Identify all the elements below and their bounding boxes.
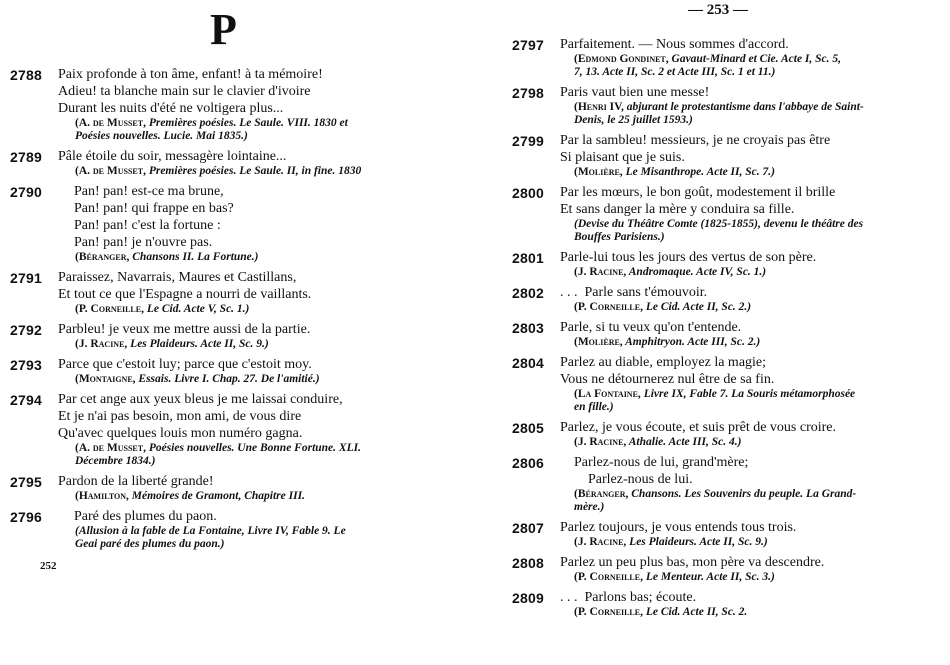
quotation-text	[560, 354, 950, 388]
quotation-entry	[478, 354, 950, 414]
source-citation	[574, 606, 944, 619]
entry-number: 2795	[10, 474, 42, 490]
source-line	[574, 388, 944, 401]
entry-number: 2801	[512, 250, 544, 266]
quotation-entry	[478, 184, 950, 244]
quotation-line: Parfaitement. — Nous sommes d'accord.	[560, 37, 789, 52]
quotation-line: Par les mœurs, le bon goût, modestement il brille	[560, 185, 836, 200]
quotation-entry	[478, 84, 950, 127]
source-line	[75, 338, 454, 351]
quotation-line: Et je n'ai pas besoin, mon ami, de vous dire	[58, 409, 302, 424]
quotation-entry	[478, 554, 950, 584]
source-line	[574, 606, 944, 619]
source-text: Premières poésies. Le Saule. VIII. 1830 et	[148, 117, 348, 129]
entry-number: 2807	[512, 520, 544, 536]
source-citation	[574, 301, 944, 314]
quotation-line: Adieu! ta blanche main sur le clavier d'ivoire	[58, 84, 311, 99]
entry-number: 2806	[512, 455, 544, 471]
quotation-line: Pan! pan! est-ce ma brune,	[74, 184, 224, 199]
author-name: (P. Corneille,	[574, 571, 643, 583]
source-text: Premières poésies. Le Saule. II, in fine. 1830	[148, 165, 362, 177]
source-text: Le Menteur. Acte II, Sc. 3.)	[645, 571, 775, 583]
quotation-line: Pan! pan! qui frappe en bas?	[74, 201, 234, 216]
right-page	[478, 0, 950, 665]
quotation-line: Parlez un peu plus bas, mon père va descendre.	[560, 555, 825, 570]
source-citation	[75, 165, 454, 178]
author-name: (Molière,	[574, 166, 623, 178]
source-citation	[75, 117, 454, 143]
quotation-line: Et sans danger la mère y conduira sa fille.	[560, 202, 795, 217]
right-entries-list	[478, 36, 950, 624]
quotation-line: . . . Parle sans t'émouvoir.	[560, 285, 708, 300]
quotation-text	[560, 554, 950, 571]
source-citation	[75, 251, 454, 264]
quotation-text	[58, 66, 470, 117]
entry-number: 2809	[512, 590, 544, 606]
quotation-text	[58, 391, 470, 442]
source-text: (Devise du Théâtre Comte (1825-1855), devenu le théâtre des	[574, 218, 864, 230]
quotation-entry	[478, 454, 950, 514]
source-citation	[75, 373, 454, 386]
quotation-text	[58, 356, 470, 373]
source-line	[574, 501, 944, 514]
source-line	[574, 53, 944, 66]
quotation-text	[74, 183, 470, 251]
author-name: (P. Corneille,	[574, 301, 643, 313]
entry-number: 2797	[512, 37, 544, 53]
source-citation	[574, 53, 944, 79]
source-text: Denis, le 25 juillet 1593.)	[574, 114, 693, 126]
quotation-entry	[0, 321, 470, 351]
author-name: (Hamilton,	[75, 490, 129, 502]
source-text: Chansons II. La Fortune.)	[132, 251, 259, 263]
author-name: (Montaigne,	[75, 373, 136, 385]
quotation-entry	[478, 519, 950, 549]
entry-number: 2792	[10, 322, 42, 338]
quotation-text	[560, 84, 950, 101]
quotation-line: Durant les nuits d'été ne voltigera plus...	[58, 101, 284, 116]
source-text: Le Cid. Acte II, Sc. 2.)	[645, 301, 752, 313]
source-text: Le Misanthrope. Acte II, Sc. 7.)	[625, 166, 775, 178]
source-citation	[574, 266, 944, 279]
source-line	[75, 165, 454, 178]
source-text: Poésies nouvelles. Une Bonne Fortune. XLI.	[148, 442, 361, 454]
quotation-line: Paris vaut bien une messe!	[560, 85, 710, 100]
quotation-text	[560, 184, 950, 218]
source-text: Le Cid. Acte V, Sc. 1.)	[146, 303, 250, 315]
source-text: Livre IX, Fable 7. La Souris métamorphosée	[643, 388, 856, 400]
source-text: Athalie. Acte III, Sc. 4.)	[628, 436, 742, 448]
quotation-entry	[0, 391, 470, 468]
quotation-line: Paix profonde à ton âme, enfant! à ta mémoire!	[58, 67, 323, 82]
source-line	[75, 303, 454, 316]
quotation-line: Parle, si tu veux qu'on t'entende.	[560, 320, 742, 335]
quotation-entry	[0, 269, 470, 316]
entry-number: 2791	[10, 270, 42, 286]
right-page-number: — 253 —	[688, 2, 748, 18]
author-name: (Henri IV,	[574, 101, 624, 113]
quotation-text	[560, 36, 950, 53]
quotation-text	[58, 269, 470, 303]
entry-number: 2796	[10, 509, 42, 525]
source-citation	[574, 436, 944, 449]
source-line	[574, 114, 944, 127]
entry-number: 2798	[512, 85, 544, 101]
source-line	[75, 538, 454, 551]
source-line	[574, 66, 944, 79]
quotation-line: Si plaisant que je suis.	[560, 150, 685, 165]
source-line	[574, 488, 944, 501]
quotation-line: Parce que c'estoit luy; parce que c'estoit moy.	[58, 357, 312, 372]
quotation-line: Parle-lui tous les jours des vertus de son père.	[560, 250, 817, 265]
quotation-entry	[0, 356, 470, 386]
source-text: en fille.)	[574, 401, 614, 413]
quotation-line: Par cet ange aux yeux bleus je me laissai conduire,	[58, 392, 343, 407]
entry-number: 2788	[10, 67, 42, 83]
source-citation	[574, 488, 944, 514]
source-line	[574, 536, 944, 549]
entry-number: 2808	[512, 555, 544, 571]
author-name: (Béranger,	[574, 488, 629, 500]
source-line	[75, 455, 454, 468]
source-line	[574, 218, 944, 231]
source-line	[574, 231, 944, 244]
source-line	[75, 442, 454, 455]
quotation-text	[58, 148, 470, 165]
source-citation	[574, 336, 944, 349]
quotation-entry	[0, 183, 470, 264]
left-page	[0, 0, 470, 665]
source-citation	[574, 571, 944, 584]
source-text: Le Cid. Acte II, Sc. 2.	[645, 606, 748, 618]
entry-number: 2790	[10, 184, 42, 200]
quotation-text	[560, 419, 950, 436]
source-text: Essais. Livre I. Chap. 27. De l'amitié.)	[138, 373, 320, 385]
source-text: Chansons. Les Souvenirs du peuple. La Grand-	[631, 488, 857, 500]
source-line	[75, 251, 454, 264]
quotation-text	[560, 132, 950, 166]
quotation-line: Pâle étoile du soir, messagère lointaine...	[58, 149, 287, 164]
author-name: (A. de Musset,	[75, 117, 146, 129]
quotation-line: Paré des plumes du paon.	[74, 509, 217, 524]
source-citation	[75, 338, 454, 351]
author-name: (J. Racine,	[574, 436, 627, 448]
entry-number: 2802	[512, 285, 544, 301]
source-citation	[75, 525, 454, 551]
quotation-text	[560, 519, 950, 536]
entry-number: 2804	[512, 355, 544, 371]
quotation-line: Parlez toujours, je vous entends tous trois.	[560, 520, 797, 535]
source-text: mère.)	[574, 501, 605, 513]
entry-number: 2789	[10, 149, 42, 165]
source-text: 7, 13. Acte II, Sc. 2 et Acte III, Sc. 1 et 11.)	[574, 66, 776, 78]
source-line	[75, 373, 454, 386]
quotation-line: Pan! pan! je n'ouvre pas.	[74, 235, 213, 250]
source-citation	[574, 166, 944, 179]
quotation-entry	[478, 589, 950, 619]
quotation-line: Pardon de la liberté grande!	[58, 474, 214, 489]
source-line	[574, 401, 944, 414]
source-citation	[75, 303, 454, 316]
author-name: (Molière,	[574, 336, 623, 348]
source-text: Mémoires de Gramont, Chapitre III.	[131, 490, 305, 502]
author-name: (P. Corneille,	[574, 606, 643, 618]
quotation-entry	[478, 249, 950, 279]
source-line	[574, 101, 944, 114]
entry-number: 2799	[512, 133, 544, 149]
source-text: Les Plaideurs. Acte II, Sc. 9.)	[130, 338, 269, 350]
quotation-entry	[0, 508, 470, 551]
quotation-line: Parbleu! je veux me mettre aussi de la partie.	[58, 322, 311, 337]
quotation-text	[574, 454, 950, 488]
quotation-text	[74, 508, 470, 525]
author-name: (P. Corneille,	[75, 303, 144, 315]
quotation-entry	[0, 148, 470, 178]
source-line	[574, 436, 944, 449]
quotation-line: Paraissez, Navarrais, Maures et Castillans,	[58, 270, 297, 285]
source-line	[574, 336, 944, 349]
source-text: Gavaut-Minard et Cie. Acte I, Sc. 5,	[671, 53, 842, 65]
quotation-line: Parlez au diable, employez la magie;	[560, 355, 767, 370]
quotation-text	[560, 319, 950, 336]
quotation-text	[560, 249, 950, 266]
source-text: Décembre 1834.)	[75, 455, 156, 467]
source-citation	[574, 101, 944, 127]
quotation-line: Par la sambleu! messieurs, je ne croyais pas être	[560, 133, 831, 148]
quotation-text	[58, 321, 470, 338]
quotation-entry	[478, 284, 950, 314]
source-text: Amphitryon. Acte III, Sc. 2.)	[625, 336, 761, 348]
entry-number: 2794	[10, 392, 42, 408]
source-line	[574, 301, 944, 314]
quotation-text	[560, 284, 950, 301]
source-line	[75, 130, 454, 143]
source-text: Geai paré des plumes du paon.)	[75, 538, 225, 550]
author-name: (J. Racine,	[574, 536, 627, 548]
quotation-entry	[0, 473, 470, 503]
quotation-entry	[478, 419, 950, 449]
source-text: Andromaque. Acte IV, Sc. 1.)	[628, 266, 767, 278]
left-entries-list	[0, 66, 470, 556]
author-name: (Béranger,	[75, 251, 130, 263]
source-line	[574, 266, 944, 279]
entry-number: 2805	[512, 420, 544, 436]
quotation-entry	[478, 319, 950, 349]
quotation-line: Parlez, je vous écoute, et suis prêt de vous croire.	[560, 420, 837, 435]
source-text: Bouffes Parisiens.)	[574, 231, 665, 243]
source-line	[75, 525, 454, 538]
quotation-entry	[478, 36, 950, 79]
source-line	[574, 166, 944, 179]
entry-number: 2793	[10, 357, 42, 373]
quotation-entry	[0, 66, 470, 143]
left-page-number: 252	[40, 560, 57, 572]
source-citation	[574, 218, 944, 244]
quotation-line: . . . Parlons bas; écoute.	[560, 590, 697, 605]
source-text: (Allusion à la fable de La Fontaine, Livre IV, Fable 9. Le	[75, 525, 346, 537]
quotation-line: Parlez-nous de lui.	[574, 472, 693, 487]
author-name: (J. Racine,	[574, 266, 627, 278]
quotation-line: Vous ne détournerez nul être de sa fin.	[560, 372, 775, 387]
author-name: (A. de Musset,	[75, 442, 146, 454]
quotation-line: Parlez-nous de lui, grand'mère;	[574, 455, 749, 470]
quotation-line: Pan! pan! c'est la fortune :	[74, 218, 221, 233]
author-name: (La Fontaine,	[574, 388, 641, 400]
source-text: Les Plaideurs. Acte II, Sc. 9.)	[629, 536, 768, 548]
source-citation	[574, 536, 944, 549]
entry-number: 2803	[512, 320, 544, 336]
source-text: Poésies nouvelles. Lucie. Mai 1835.)	[75, 130, 248, 142]
source-text: abjurant le protestantisme dans l'abbaye de Saint-	[626, 101, 864, 113]
quotation-text	[560, 589, 950, 606]
source-citation	[75, 442, 454, 468]
author-name: (Edmond Gondinet,	[574, 53, 669, 65]
quotation-entry	[478, 132, 950, 179]
source-line	[75, 490, 454, 503]
quotation-text	[58, 473, 470, 490]
section-letter: P	[210, 5, 237, 54]
source-citation	[75, 490, 454, 503]
source-citation	[574, 388, 944, 414]
source-line	[75, 117, 454, 130]
author-name: (A. de Musset,	[75, 165, 146, 177]
entry-number: 2800	[512, 185, 544, 201]
quotation-line: Qu'avec quelques louis mon numéro gagna.	[58, 426, 303, 441]
source-line	[574, 571, 944, 584]
author-name: (J. Racine,	[75, 338, 128, 350]
quotation-line: Et tout ce que l'Espagne a nourri de vaillants.	[58, 287, 312, 302]
